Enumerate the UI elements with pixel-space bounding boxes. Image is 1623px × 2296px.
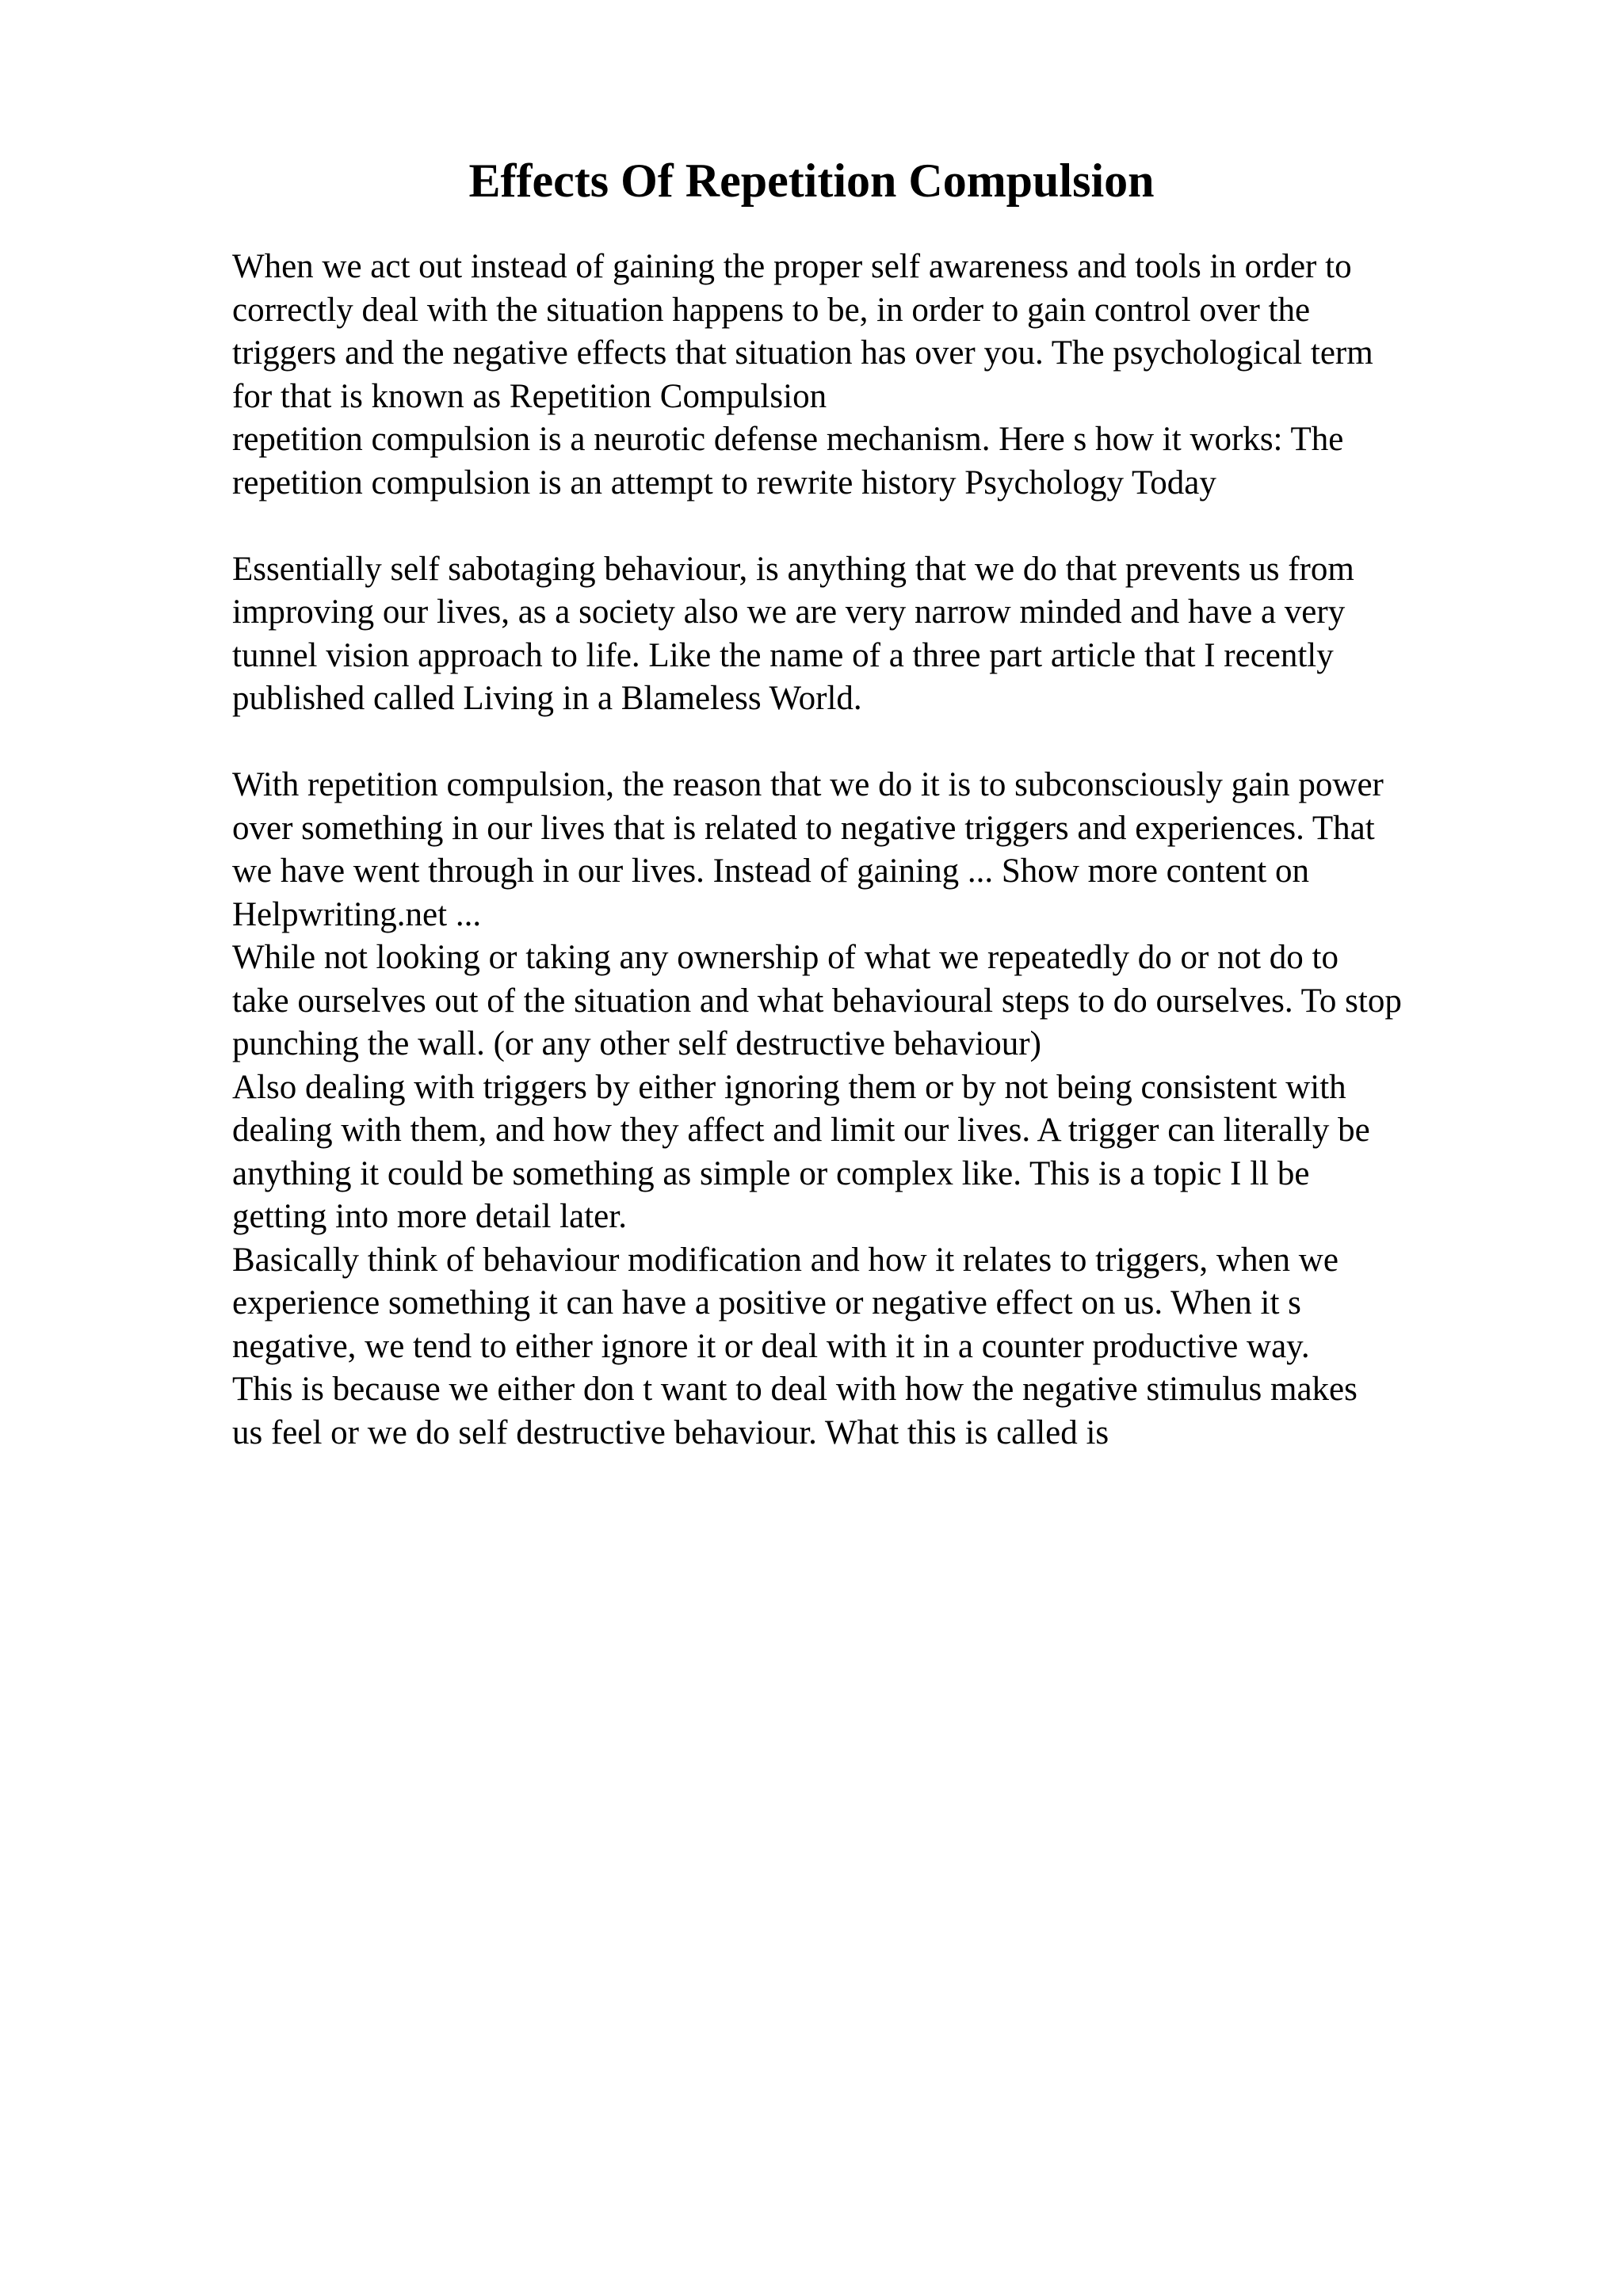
page-title: Effects Of Repetition Compulsion: [468, 154, 1155, 207]
paragraph: [232, 548, 1548, 721]
text-line: When we act out instead of gaining the proper self awareness and tools in order to: [232, 248, 1352, 285]
text-line: experience something it can have a positive or negative effect on us. When it s: [232, 1284, 1301, 1322]
paragraph-gap: [232, 721, 1548, 765]
paragraph-gap: [232, 505, 1548, 548]
text-line: anything it could be something as simple or complex like. This is a topic I ll be: [232, 1154, 1310, 1192]
text-line: repetition compulsion is an attempt to rewrite history Psychology Today: [232, 463, 1216, 502]
text-line: With repetition compulsion, the reason that we do it is to subconsciously gain power: [232, 766, 1384, 803]
text-line: punching the wall. (or any other self destructive behaviour): [232, 1025, 1041, 1062]
text-line: negative, we tend to either ignore it or deal with it in a counter productive way.: [232, 1327, 1310, 1365]
text-line: This is because we either don t want to deal with how the negative stimulus makes: [232, 1371, 1358, 1408]
text-line: While not looking or taking any ownership of what we repeatedly do or not do to: [232, 939, 1338, 976]
text-line: improving our lives, as a society also we are very narrow minded and have a very: [232, 593, 1346, 631]
paragraph: [232, 246, 1548, 505]
text-line: over something in our lives that is related to negative triggers and experiences. That: [232, 809, 1375, 847]
paragraph: [232, 764, 1548, 1455]
text-line: Essentially self sabotaging behaviour, is anything that we do that prevents us from: [232, 550, 1354, 588]
text-line: Basically think of behaviour modification and how it relates to triggers, when we: [232, 1241, 1338, 1279]
document-body: [232, 246, 1548, 1455]
text-line: take ourselves out of the situation and what behavioural steps to do ourselves. To stop: [232, 982, 1402, 1020]
text-line: we have went through in our lives. Instead of gaining ... Show more content on: [232, 852, 1309, 890]
text-line: for that is known as Repetition Compulsion: [232, 377, 827, 415]
text-line: repetition compulsion is a neurotic defense mechanism. Here s how it works: The: [232, 421, 1344, 458]
text-line: us feel or we do self destructive behaviour. What this is called is: [232, 1413, 1109, 1451]
text-line: getting into more detail later.: [232, 1198, 627, 1235]
text-line: Helpwriting.net ...: [232, 895, 482, 933]
text-line: correctly deal with the situation happens to be, in order to gain control over the: [232, 291, 1311, 329]
text-line: dealing with them, and how they affect and limit our lives. A trigger can literally be: [232, 1112, 1370, 1149]
text-line: triggers and the negative effects that situation has over you. The psychological term: [232, 334, 1373, 372]
text-line: published called Living in a Blameless World.: [232, 680, 862, 717]
text-line: Also dealing with triggers by either ignoring them or by not being consistent with: [232, 1068, 1346, 1106]
text-line: tunnel vision approach to life. Like the name of a three part article that I recently: [232, 636, 1334, 674]
